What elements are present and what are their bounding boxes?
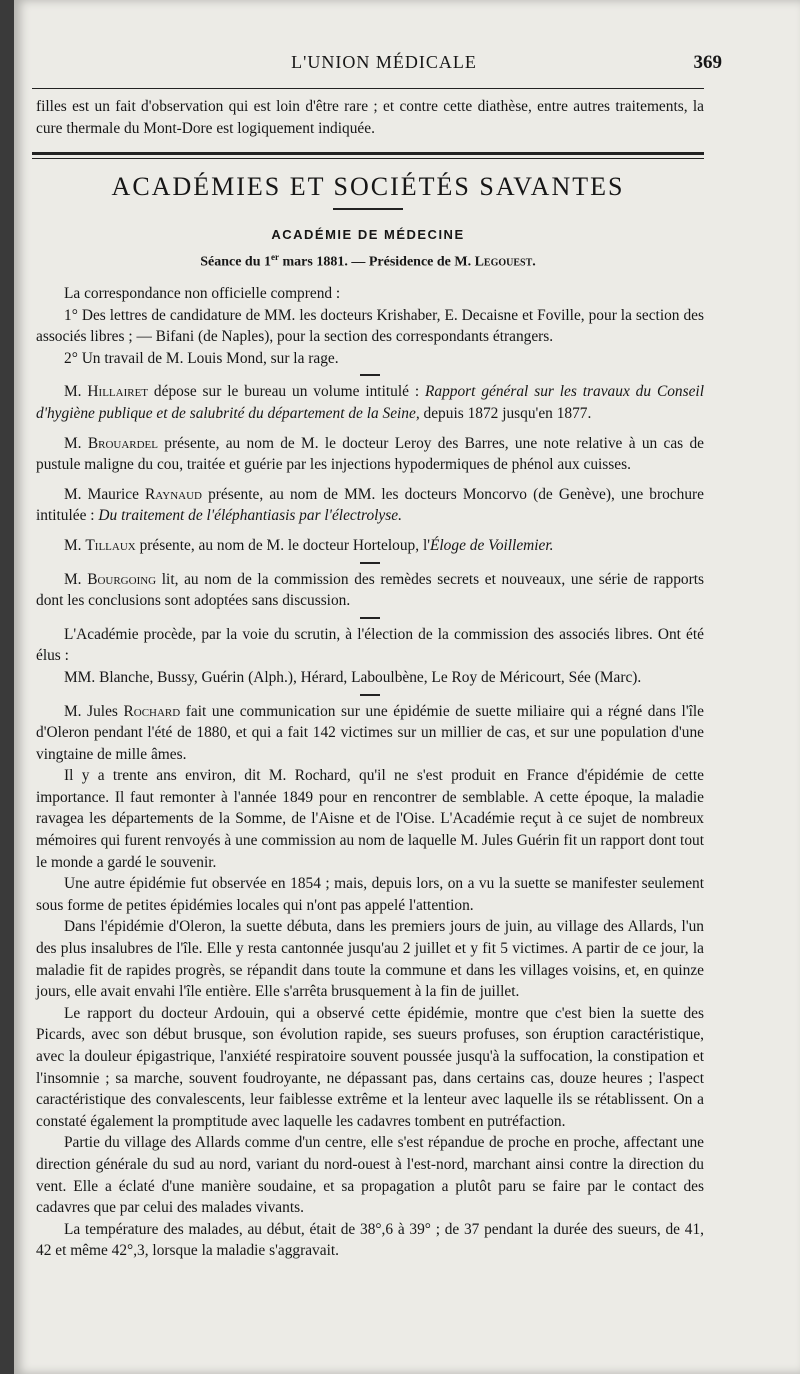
bourgoing-text: lit, au nom de la commission des remèdes secrets et nouveaux, une série de rapports dont les conclusions sont adoptées sans discussion.: [36, 570, 704, 610]
autre-epidemie-paragraph: Une autre épidémie fut observée en 1854 ; mais, depuis lors, on a vu la suette se manifester seulement sous forme de petites épidémies locales qui n'ont pas appelé l'attention.: [36, 875, 704, 914]
bourgoing-m: M.: [64, 570, 88, 588]
election-paragraph: L'Académie procède, par la voie du scrutin, à l'élection de la commission des associés libres. Ont été élus :: [36, 625, 704, 665]
bourgoing-name: Bourgoing: [87, 570, 157, 588]
separator-dash: [360, 374, 380, 376]
tillaux-name: Tillaux: [85, 536, 136, 554]
corr-item-1: 1° Des lettres de candidature de MM. les docteurs Krishaber, E. Decaisne et Foville, pour la section des associés libres ; — Bifani (de Naples), pour la section des correspondants étrangers.: [36, 306, 704, 346]
seance-line: [32, 252, 704, 271]
separator-dash: [360, 617, 380, 619]
trente-ans-paragraph: Il y a trente ans environ, dit M. Rochard, qu'il ne s'est produit en France d'épidémie de cette importance. Il faut remonter à l'année 1849 pour en rencontrer de semblable. A cette époque, la maladie ravagea les départements de la Somme, de l'Aisne et de l'Oise. L'Académie reçut à ce sujet de nombreux mémoires qui furent renvoyés à une commission au nom de laquelle M. Jules Guérin fit un rapport dont tout le monde a gardé le souvenir.: [36, 767, 704, 871]
ardouin-paragraph: Le rapport du docteur Ardouin, qui a observé cette épidémie, montre que c'est bien la suette des Picards, avec son début brusque, son évolution rapide, ses sueurs profuses, son éruption caractéristique, avec la douleur épigastrique, l'anxiété respiratoire souvent poussée jusqu'à la suffocation, la constipation et l'insomnie ; sa marche, souvent foudroyante, ne dépassant pas, dans certains cas, douze heures ; l'aspect caractéristique des convalescents, leur faiblesse extrême et la lenteur avec laquelle ils se rétablissent. On a constaté également la promptitude avec laquelle les cadavres tombent en putréfaction.: [36, 1004, 704, 1130]
seance-end: .: [532, 254, 536, 270]
brouardel-text: présente, au nom de M. le docteur Leroy des Barres, une note relative à un cas de pustule maligne du cou, traitée et guérie par les injections hypodermiques de phénol aux cuisses.: [36, 434, 704, 474]
tillaux-a: présente, au nom de M. le docteur Horteloup, l': [135, 536, 430, 554]
seance-sup: er: [271, 252, 280, 262]
hillairet-paragraph: [36, 381, 704, 424]
journal-title: L'UNION MÉDICALE: [291, 52, 477, 72]
separator-dash: [360, 694, 380, 696]
intro-paragraph: filles est un fait d'observation qui est loin d'être rare ; et contre cette diathèse, entre autres traitements, la cure thermale du Mont-Dore est logiquement indiquée.: [36, 98, 704, 137]
seance-rest: mars 1881. — Présidence de M.: [279, 254, 475, 270]
raynaud-a: présente, au nom de MM. les docteurs Moncorvo (de Genève), une brochure intitulée :: [36, 485, 704, 525]
page-number: 369: [693, 52, 722, 73]
section-title: ACADÉMIES ET SOCIÉTÉS SAVANTES: [111, 172, 625, 201]
hillairet-a: dépose sur le bureau un volume intitulé :: [148, 383, 425, 401]
corr-intro: La correspondance non officielle comprend :: [64, 285, 341, 302]
seance-president: Legouest: [474, 254, 533, 270]
intro-block: [36, 96, 704, 139]
hillairet-b: depuis 1872 jusqu'en 1877.: [419, 404, 592, 422]
separator-dash: [360, 562, 380, 564]
rochard-paragraph: [36, 701, 704, 766]
article-body: [36, 283, 704, 1262]
seance-prefix: Séance du 1: [200, 254, 272, 270]
hillairet-m: M.: [64, 383, 88, 401]
raynaud-paragraph: [36, 484, 704, 527]
bourgoing-paragraph: [36, 569, 704, 612]
brouardel-m: M.: [64, 434, 88, 452]
rochard-m: M. Jules: [64, 702, 124, 720]
title-rule: [333, 208, 403, 210]
tillaux-title: Éloge de Voillemier.: [430, 536, 554, 554]
corr-item-2: 2° Un travail de M. Louis Mond, sur la rage.: [64, 349, 339, 367]
brouardel-name: Brouardel: [87, 434, 158, 452]
academy-subtitle: ACADÉMIE DE MÉDECINE: [271, 227, 465, 242]
tillaux-paragraph: [36, 535, 704, 557]
tillaux-m: M.: [64, 536, 86, 554]
hillairet-title: Rapport général sur les travaux du Conseil d'hygiène publique et de salubrité du département de la Seine,: [36, 383, 704, 422]
journal-page: [14, 0, 800, 1374]
raynaud-name: Raynaud: [145, 485, 202, 503]
raynaud-m: M. Maurice: [64, 485, 146, 503]
section-divider: [32, 152, 704, 159]
rochard-name: Rochard: [123, 702, 181, 720]
hillairet-name: Hillairet: [87, 383, 149, 401]
header-rule: [32, 88, 704, 89]
oleron-paragraph: Dans l'épidémie d'Oleron, la suette débuta, dans les premiers jours de juin, au village des Allards, l'un des plus insalubres de l'île. Elle y resta cantonnée jusqu'au 2 juillet et y fit 5 victimes. A partir de ce jour, la maladie fit de rapides progrès, se répandit dans toute la commune et dans les villages voisins, et, en quinze jours, elle avait envahi l'île entière. Elle s'arrêta brusquement à la fin de juillet.: [36, 918, 704, 1001]
temperature-paragraph: La température des malades, au début, était de 38°,6 à 39° ; de 37 pendant la durée des sueurs, de 41, 42 et même 42°,3, lorsque la maladie s'aggravait.: [36, 1220, 704, 1260]
elected-members: MM. Blanche, Bussy, Guérin (Alph.), Hérard, Laboulbène, Le Roy de Méricourt, Sée (Marc).: [64, 668, 642, 686]
brouardel-paragraph: [36, 433, 704, 476]
rochard-text: fait une communication sur une épidémie de suette miliaire qui a régné dans l'île d'Oleron pendant l'été de 1880, et qui a fait 142 victimes sur un millier de cas, et sur une population d'une vingtaine de mille âmes.: [36, 702, 704, 763]
raynaud-title: Du traitement de l'éléphantiasis par l'électrolyse.: [98, 507, 402, 525]
partie-paragraph: Partie du village des Allards comme d'un centre, elle s'est répandue de proche en proche, affectant une direction générale du sud au nord, variant du nord-ouest à l'est-nord, marchant ainsi contre la direction du vent. Elle a éclaté d'une manière soudaine, et sa propagation a plutôt paru se faire par le contact des cadavres que par celui des malades vivants.: [36, 1134, 704, 1217]
